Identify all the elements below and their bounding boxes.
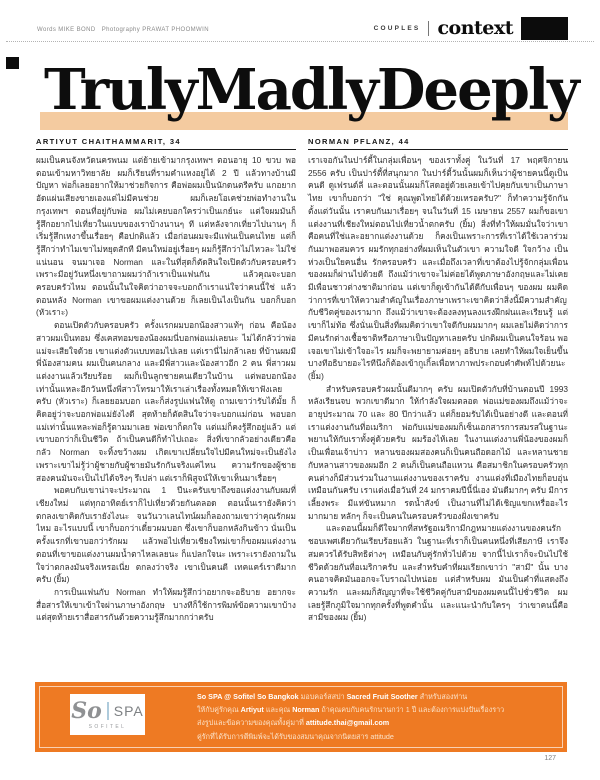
interviewee-name-right: NORMAN PFLANZ, 44 (308, 137, 568, 150)
page-number: 127 (544, 755, 556, 762)
dotted-rule (6, 41, 594, 42)
promo-line (197, 690, 559, 703)
byline-credits: Words MIKE BOND Photography PRAWAT PHOOMWIN (37, 27, 209, 33)
corner-black-box (521, 17, 568, 40)
promo-text-segment: Sacred Fruit Soother (346, 692, 420, 701)
promo-text-segment: Norman (292, 705, 322, 715)
paragraph: การเป็นแฟนกับ Norman ทำให้ผมรู้สึกว่าอยากจะอธิบาย อยากจะสื่อสารให้เขาเข้าใจผ่านภาษาอังกฤษ บางทีก็ใช้การพิมพ์ข้อความเขาบ้าง แต่สุดท้ายเราสื่อสารกันด้วยความรู้สึกมากกว่าครับ (36, 586, 296, 623)
page-edge-mark (6, 57, 19, 69)
promo-line (197, 703, 559, 716)
paragraph: พอคบกับเขาน่าจะประมาณ 1 ปีนะครับเขาถึงขอแต่งงานกับผมที่เชียงใหม่ แต่ทุกอาทิตย์เราก็ไปเที่ยวด้วยกันตลอด ตอนนั้นเรายังคิดว่า ตกลงเขาคิดกับเรายังไงนะ จนวันวาเลนไทน์ผมก็ลองถามเขาว่าคุณรักผมไหม อะไรแบบนี้ เขาก็บอกว่าเดี๋ยวผมบอก ซึ่งเขาก็บอกหลังกินข้าว นั่นเป็นครั้งแรกที่เขาบอกว่ารักผม แล้วพอไปเที่ยวเชียงใหม่เขาก็ขอผมแต่งงาน ตอนที่เขาขอแต่งงานผมน้ำตาไหลเลยนะ ก็แปลกใจนะ เพราะเรายังถามในใจว่าตกลงมันจริงเหรอเนี่ย ตกลงว่าจริง เขาเป็นคนดี เทคแคร์เราดีมากครับ (ยิ้ม) (36, 485, 296, 585)
promo-line (197, 730, 559, 743)
left-column-text (36, 154, 296, 624)
paragraph: สำหรับครอบครัวผมนั้นดีมากๆ ครับ ผมเปิดตัวกับที่บ้านตอนปี 1993 หลังเรียนจบ พวกเขาดีมาก ให้กำลังใจผมตลอด พ่อแม่ของผมถึงแม้ว่าจะอายุประมาณ 70 และ 80 ปีกว่าแล้ว แต่ก็ยอมรับได้เป็นอย่างดี และตอนที่เราแต่งงานกันที่อเมริกา พ่อกับแม่ของผมก็เซ็นเอกสารการสมรสในฐานะพยานให้กับเราทั้งคู่ด้วยครับ ผมร้องไห้เลย ในงานแต่งงานพี่น้องของผมก็เป็นเพื่อนเจ้าบ่าว หลานของผมสองคนก็เป็นคนถือดอกไม้ และหลานชายกับหลานสาวของผมอีก 2 คนก็เป็นคนถือแหวน คือสมาชิกในครอบครัวทุกคนต่างก็มีส่วนร่วมในงานแต่งงานของเราครับ งานแต่งที่เมืองไทยก็อบอุ่นเหมือนกันครับ เราแต่งเมื่อวันที่ 24 มกราคมปีนี้นี่เอง มันดีมากๆ ครับ มีการเลี้ยงพระ มีแห่ขันหมาก รดน้ำสังข์ เป็นงานที่ไม่ได้เชิญแขกเหรื่ออะไรมากมาย หลักๆ ก็จะเป็นคนในครอบครัวของฝั่งเขาครับ (308, 383, 568, 521)
logo-spa-text: SPA (113, 702, 144, 719)
paragraph: เราเจอกันในปาร์ตี้ในกลุ่มเพื่อนๆ ของเราทั้งคู่ ในวันที่ 17 พฤศจิกายน 2556 ครับ เป็นปาร์ตี้ที่สนุกมาก ในปาร์ตี้วันนั้นผมก็เห็นว่าผู้ชายคนนี้ดูเป็นคนดี ดูเฟรนด์ลี่ และตอนนั้นผมก็โสดอยู่ด้วยเลยเข้าไปคุยกับเขาเป็นภาษาไทย เขาก็บอกว่า "ใช่ คุณพูดไทยได้ด้วยเหรอครับ?" ก็ทำความรู้จักกันตั้งแต่วันนั้น เราคบกันมาเรื่อยๆ จนในวันที่ 15 เมษายน 2557 ผมก็ขอเขาแต่งงานที่เชียงใหม่ตอนไปเที่ยวน้ำตกครับ (ยิ้ม) สิ่งที่ทำให้ผมมั่นใจว่าเขาคือคนที่ใช่และอยากแต่งงานด้วย ก็คงเป็นเพราะการที่เราได้ใช้เวลาร่วมกันมาพอสมควร ผมรักทุกอย่างที่ผมเห็นในตัวเขา ความใจดี ใจกว้าง เป็นห่วงเป็นใยคนอื่น รักครอบครัว และเมื่อถึงเวลาที่เขาต้องไปรู้จักกลุ่มเพื่อนของผมก็ผ่านไปด้วยดี ถึงแม้ว่าเขาจะไม่ค่อยได้พูดภาษาอังกฤษและไม่เคยมีเพื่อนชาวต่างชาติมาก่อน แต่เขาก็ดูเข้ากันได้ดีกับเพื่อนๆ ของผม ผมคิดว่าการที่เขาให้ความสำคัญในเรื่องภาษาเพราะเขาคิดว่าสิ่งนี้มีความสำคัญกับชีวิตคู่ของเรามาก ถึงแม้ว่าเขาจะต้องลงทุนลงแรงฝึกฝนและเรียนรู้ แต่เขาก็ไม่ท้อ ซึ่งนั่นเป็นสิ่งที่ผมคิดว่าเขาใจดีกับผมมากๆ ผมเลยไม่คิดว่าการมีคนรักต่างเชื้อชาติหรือภาษาเป็นปัญหาเลยครับ ปกติผมเป็นคนใจร้อน พอเจอเขาไม่เข้าใจอะไร ผมก็จะพยายามค่อยๆ อธิบาย เลยทำให้ผมใจเย็นขึ้น บางทีอธิบายอะไรทีนึงก็ต้องเข้ากูเกิ้ลเพื่อหาภาพประกอบคำศัพท์ไปด้วยนะ (ยิ้ม) (308, 155, 568, 381)
section-label: COUPLES (373, 25, 421, 32)
promo-line (197, 716, 559, 729)
promo-text-segment: คู่รักที่ได้รับการตีพิมพ์จะได้รับของสมนาคุณจากนิตยสาร attitude (197, 731, 394, 741)
so-spa-sofitel-logo (70, 694, 145, 735)
promo-text-segment: สำหรับสองท่าน (419, 692, 468, 701)
paragraph: และตอนนี้ผมก็ดีใจมากที่สหรัฐอเมริกามีกฎหมายแต่งงานของคนรักชอบเพศเดียวกันเรียบร้อยแล้ว ในฐานะที่เราก็เป็นคนหนึ่งที่เสียภาษี เราจึงสมควรได้รับสิทธิต่างๆ เหมือนกับคู่รักทั่วไปด้วย จากนี้ไปเราก็จะบินไปใช้ชีวิตด้วยกันที่อเมริกาครับ และสำหรับคำที่ผมเรียกเขาว่า "สามี" นั้น บางคนอาจคิดมันออกจะโบราณไปหน่อย แต่สำหรับผม มันเป็นคำที่แสดงถึงความรัก และผมก็สัญญาที่จะใช้ชีวิตคู่กับสามีของผมคนนี้ไปชั่วชีวิต ผมเลยรู้สึกภูมิใจมากทุกครั้งที่พูดคำนั้น และแนะนำกับใครๆ ว่าเขาคนนี้คือสามีของผม (ยิ้ม) (308, 523, 568, 623)
logo-so-glyph: So (71, 697, 102, 724)
promo-text-segment: ส่งรูปและข้อความของคุณทั้งคู่มาที่ (197, 718, 306, 728)
masthead-divider (428, 21, 429, 36)
left-column (36, 137, 296, 685)
paragraph: ผมเป็นคนจังหวัดนครพนม แต่ย้ายเข้ามากรุงเทพฯ ตอนอายุ 10 ขวบ พอตอนเข้ามหาวิทยาลัย ผมก็เรียนที่รามคำแหงอยู่ได้ 2 ปี แล้วทางบ้านมีปัญหา พ่อก็เลยอยากให้มาช่วยกิจการ คือพ่อผมเป็นนักดนตรีครับ แกอยากอัดแผ่นเสียงขายเองแต่ไม่มีคนช่วย ผมก็เลยโอเคช่วยพ่อทำงานในกรุงเทพฯ ตอนที่อยู่กับพ่อ ผมไม่เคยบอกใครว่าเป็นเกย์นะ แต่ใจผมมันก็รู้สึกอยากไปเที่ยวในแบบของเราบ้างนานๆ ที แต่หลังจากเที่ยวไปนานๆ ก็เริ่มรู้สึกเหงาขึ้นเรื่อยๆ คือปกติแล้ว เมื่อก่อนผมจะมีแฟนเป็นคนไทย แต่ก็รู้สึกว่าทำไมเขาไม่หยุดสักที มีคนใหม่อยู่เรื่อยๆ ผมก็รู้สึกว่าไม่ไหวละ ไม่ใช่แน่นอน จนมาเจอ Norman และในที่สุดก็ตัดสินใจเปิดตัวกับครอบครัว เพราะมีอยู่วันหนึ่งเขาถามผมว่าถ้าเราเป็นแฟนกัน แล้วคุณจะบอกครอบครัวไหม ตอนนั้นในใจคิดว่าอาจจะบอกถ้าเราแน่ใจว่าคนนี้ใช่ แล้วตอนหลัง Norman เขาขอผมแต่งงานด้วย ก็เลยเป็นไงเป็นกัน บอกก็บอก (หัวเราะ) (36, 155, 296, 318)
logo-row (71, 697, 144, 724)
promo-text-segment: Artiyut (240, 705, 266, 715)
article-body (36, 137, 568, 685)
promo-text-segment: และคุณ (265, 705, 293, 715)
promo-text-segment: มอบคอร์สสปา (300, 692, 347, 701)
right-column-text (308, 154, 568, 624)
promo-footer-box (35, 682, 567, 752)
promo-text-segment: ให้กับคู่รักคุณ (197, 705, 241, 715)
masthead (374, 17, 568, 40)
magazine-logo: context (437, 17, 513, 39)
promo-text-segment: So SPA @ Sofitel So Bangkok (197, 692, 301, 701)
promo-text-segment: attitude.thai@gmail.com (305, 718, 390, 728)
logo-sofitel-text: SOFITEL (88, 723, 127, 730)
promo-text (197, 690, 559, 743)
paragraph: ตอนเปิดตัวกับครอบครัว ครั้งแรกผมบอกน้องสาวแท้ๆ ก่อน คือน้องสาวผมเป็นทอม ซึ่งเคสทอมของน้องผมนี่บอกพ่อแม่เลยนะ ไม่ได้กลัวว่าพ่อแม่จะเสียใจด้วย เขาแต่งตัวแบบทอมไปเลย แต่เรานี่ไม่กล้าเลย ที่บ้านผมมีพี่น้องสามคน ผมเป็นคนกลาง และมีพี่สาวและน้องสาวอีก 2 คน พี่สาวผมแต่งงานแล้วเรียบร้อย ผมก็เป็นลูกชายคนเดียวในบ้าน แต่พอบอกน้องเท่านั้นแหละอีกวันหนึ่งพี่สาวโทรมาให้เราเล่าเรื่องทั้งหมดให้เขาฟังเลยครับ (หัวเราะ) ก็เลยยอมบอก และก็ส่งรูปแฟนให้ดู ถามเขาว่ารับได้มั้ย ก็คิดอยู่ว่าจะบอกพ่อแม่ยังไงดี สุดท้ายก็ตัดสินใจว่าจะบอกแม่ก่อน พอบอกแม่เท่านั้นแหละพ่อก็รู้ตามมาเลย พ่อเขาก็ตกใจ แต่แม่ก็คงรู้สึกอยู่แล้ว แต่เขาบอกว่าก็เป็นชีวิต ถ้าเป็นคนดีก็ทำไปเถอะ สิ่งที่เขากลัวอย่างเดียวคือ กลัว Norman จะทิ้งขว้างผม เกิดเขาเปลี่ยนใจไปมีคนใหม่จะเป็นยังไง เพราะเขาไม่รู้ว่าผู้ชายกับผู้ชายมันรักกันจริงแค่ไหน ความรักของผู้ชายสองคนมันจะเป็นไปได้จริงๆ รึเปล่า แต่เราก็พิสูจน์ให้เขาเห็นมาเรื่อยๆ (36, 320, 296, 483)
article-title: TrulyMadlyDeeply (44, 57, 578, 123)
interviewee-name-left: ARTIYUT CHAITHAMMARIT, 34 (36, 137, 296, 150)
logo-divider (107, 702, 109, 720)
promo-text-segment: ถ้าคุณคบกับคนรักนานกว่า 1 ปี และต้องการแบ่งปันเรื่องราว (321, 705, 505, 715)
right-column (308, 137, 568, 685)
